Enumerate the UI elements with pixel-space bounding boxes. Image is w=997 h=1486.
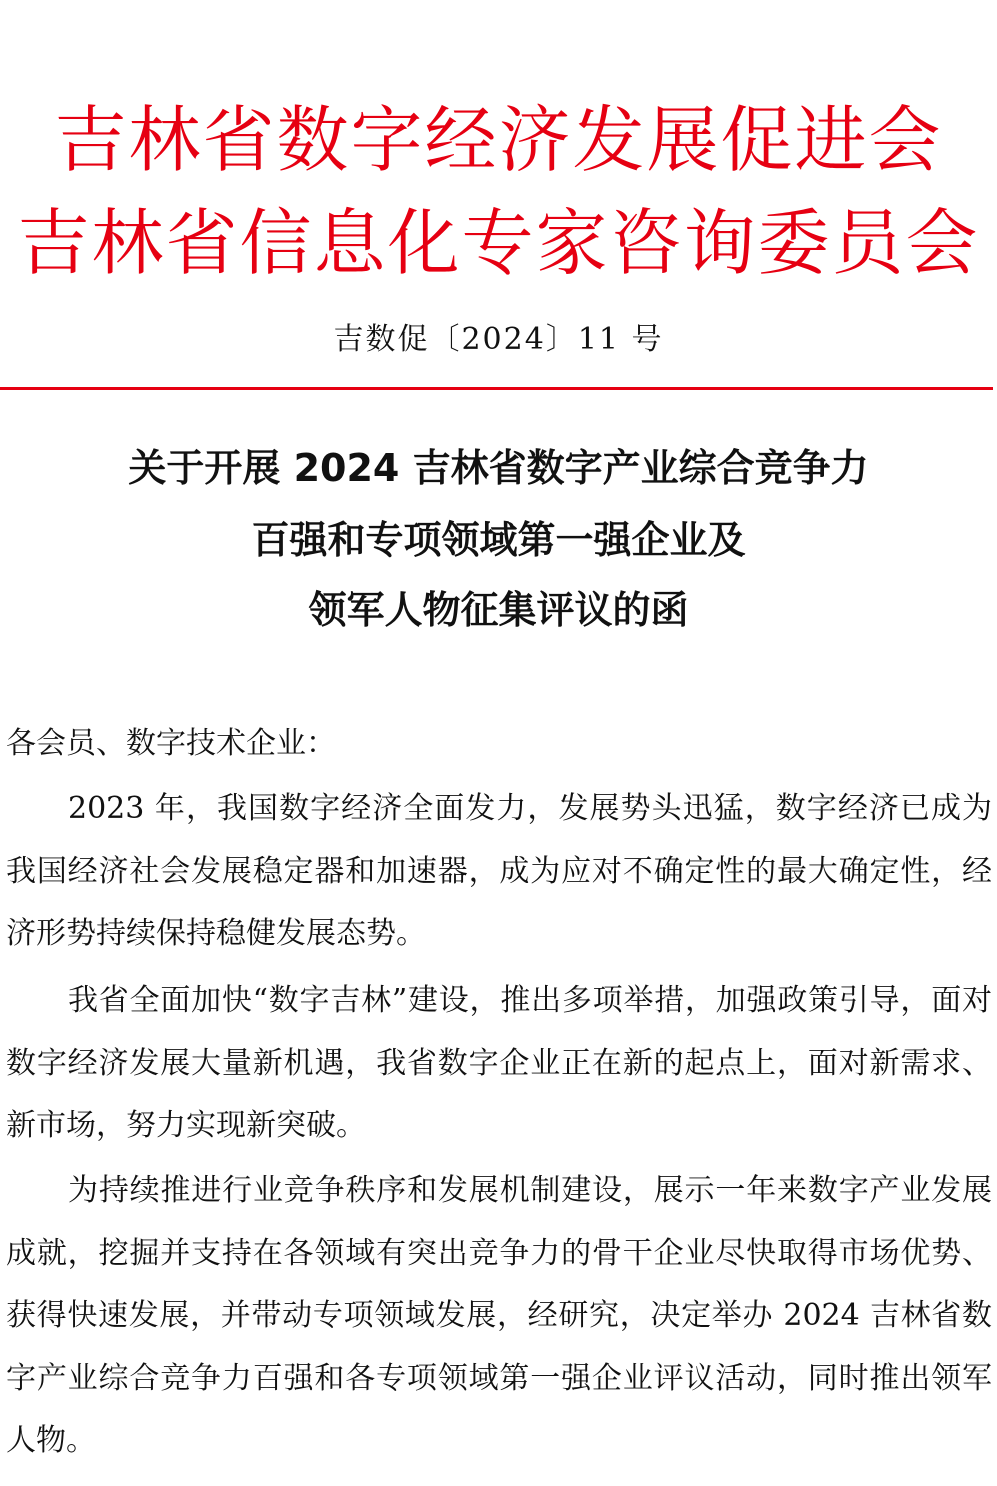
issuing-org-2: 吉林省信息化专家咨询委员会 [17,201,980,285]
document-number: 吉数促〔2024〕11 号 [333,322,664,357]
document-title-line-1: 关于开展 2024 吉林省数字产业综合竞争力 [128,446,869,490]
salutation: 各会员、数字技术企业： [6,726,336,761]
issuing-org-1: 吉林省数字经济发展促进会 [54,98,943,182]
body-paragraph-3: 为持续推进行业竞争秩序和发展机制建设，展示一年来数字产业发展成就，挖掘并支持在各领域有突出竞争力的骨干企业尽快取得市场优势、获得快速发展，并带动专项领域发展，经研究，决定举办 2024 吉林省数字产业综合竞争力百强和各专项领域第一强企业评议活动，同时推出领军人物。 [6,1173,992,1458]
body-paragraph-2: 我省全面加快“数字吉林”建设，推出多项举措，加强政策引导，面对数字经济发展大量新机遇，我省数字企业正在新的起点上，面对新需求、新市场，努力实现新突破。 [6,983,992,1143]
red-divider-line [0,387,993,390]
document-title-line-3: 领军人物征集评议的函 [308,588,689,632]
body-paragraph-1: 2023 年，我国数字经济全面发力，发展势头迅猛，数字经济已成为我国经济社会发展稳定器和加速器，成为应对不确定性的最大确定性，经济形势持续保持稳健发展态势。 [6,791,992,951]
document-title-line-2: 百强和专项领域第一强企业及 [251,518,746,562]
